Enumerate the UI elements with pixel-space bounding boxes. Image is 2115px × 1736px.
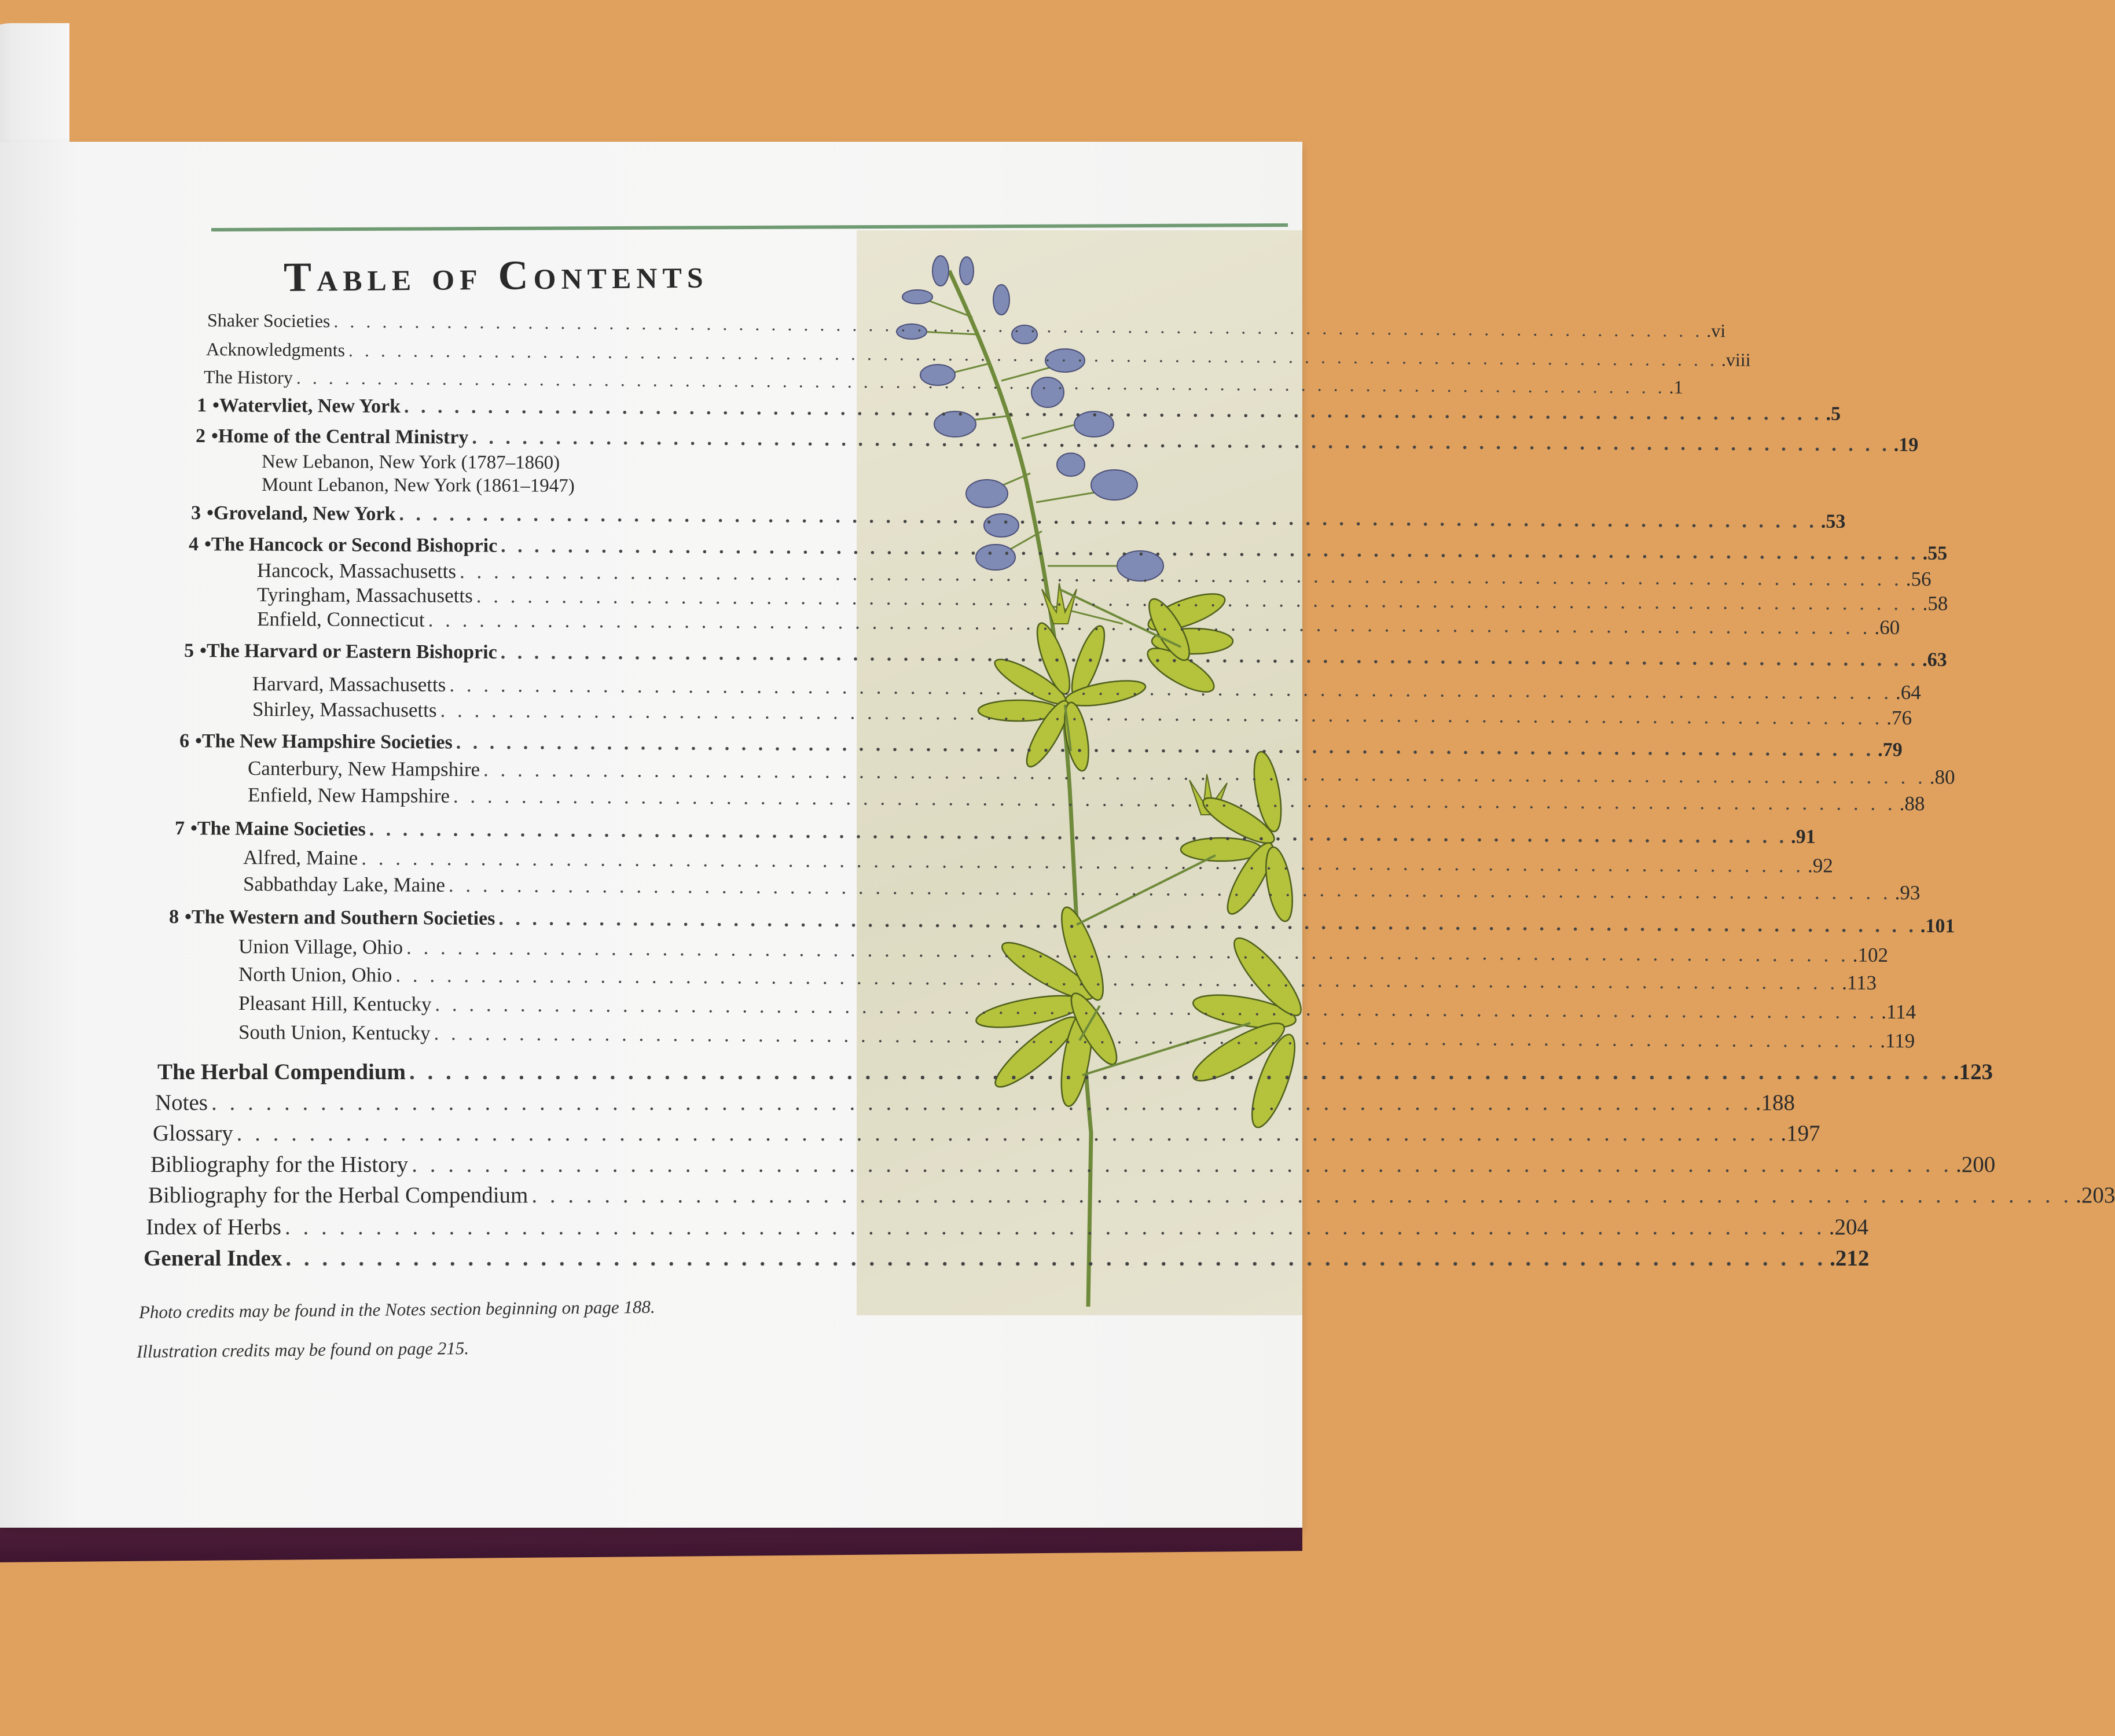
chapter-number: 2	[195, 425, 206, 447]
dot-leader: . . . . . . . . . . . . . . . . . . . . . . . . . . . . . . . . . . . . . . . . . . . . . . . . . . . . . . . . . . . . . . . . . . . . . . . . . . . . . . . . . . . . .	[284, 1215, 1826, 1240]
toc-entry-back-matter	[155, 1090, 1795, 1117]
entry-title: Notes	[155, 1090, 208, 1115]
toc-entry-back-matter	[146, 1214, 1868, 1242]
chapter-number: 8	[168, 906, 179, 928]
toc-entry-society	[243, 873, 1921, 904]
page-number: .vi	[1706, 320, 1726, 341]
dot-leader: . . . . . . . . . . . . . . . . . . . . . . . . . . . . . . . . . . . . . . . . . . . . . . . . . . . . . . . . . . . . . . . . . . . . . . . . . . . . . . . . . . . . .	[448, 873, 1892, 904]
bullet-separator: •	[199, 640, 207, 662]
page-number: .113	[1842, 971, 1877, 994]
entry-title: Home of the Central Ministry	[218, 425, 469, 448]
entry-title: Watervliet, New York	[219, 395, 401, 417]
page-number: .204	[1828, 1215, 1868, 1240]
illustration-credits-note: Illustration credits may be found on page 215.	[136, 1337, 469, 1362]
dot-leader: . . . . . . . . . . . . . . . . . . . . . . . . . . . . . . . . . . . . . . . . . . . . . . . . . . . . . . . . . . . . . . . . . . . . . . . . . . . . . . . . . . . . .	[395, 963, 1839, 994]
entry-title: South Union, Kentucky	[238, 1021, 431, 1044]
page-number: .212	[1830, 1246, 1870, 1271]
entry-title: The Harvard or Eastern Bishopric	[206, 640, 497, 663]
chapter-number: 7	[174, 818, 185, 840]
entry-title: Shaker Societies	[207, 310, 331, 332]
toc-entry-chapter-8	[168, 906, 1955, 938]
entry-title: Groveland, New York	[213, 502, 396, 525]
toc-entry-back-matter	[153, 1120, 1820, 1148]
dot-leader: . . . . . . . . . . . . . . . . . . . . . . . . . . . . . . . . . . . . . . . . . . . . . . . . . . . . . . . . . . . . . . . . . . . . . . . . . . . . . . . . . . . . .	[296, 367, 1666, 398]
page-number: .80	[1929, 766, 1955, 789]
entry-title: Glossary	[153, 1121, 233, 1146]
toc-entry-back-matter	[144, 1245, 1870, 1273]
dot-leader: . . . . . . . . . . . . . . . . . . . . . . . . . . . . . . . . . . . . . . . . . . . . . . . . . . . . . . . . . . . . . . . . . . . . . . . . . . . . . . . . . . . . .	[428, 608, 1871, 639]
toc-entry-front-matter	[203, 366, 1683, 399]
dot-leader: . . . . . . . . . . . . . . . . . . . . . . . . . . . . . . . . . . . . . . . . . . . . . . . . . . . . . . . . . . . . . . . . . . . . . . . . . . . . . . . . . . . . .	[459, 560, 1903, 590]
page-number: .19	[1893, 434, 1919, 456]
toc-entry-society	[247, 784, 1925, 815]
page-number: .93	[1894, 881, 1921, 904]
toc-entry-society	[256, 608, 1900, 639]
entry-title: Hancock, Massachusetts	[256, 559, 457, 583]
entry-title: The Hancock or Second Bishopric	[211, 534, 498, 557]
entry-title: Bibliography for the Herbal Compendium	[148, 1183, 528, 1208]
entry-title: Tyringham, Massachusetts	[256, 583, 473, 607]
chapter-number: 3	[190, 502, 201, 524]
entry-title: Pleasant Hill, Kentucky	[238, 992, 432, 1016]
toc-entry-chapter-5	[183, 640, 1947, 671]
page-number: .64	[1895, 681, 1921, 704]
dot-leader: . . . . . . . . . . . . . . . . . . . . . . . . . . . . . . . . . . . . . . . . . . . . . . . . . . . . . . . . . . . . . . . . . . . . . . . . . . . . . . . . . . . . .	[500, 641, 1919, 671]
page-number: .102	[1852, 943, 1889, 966]
page-number: .203	[2076, 1183, 2115, 1208]
toc-entry-chapter-3	[190, 502, 1846, 534]
page-number: .119	[1880, 1029, 1915, 1053]
dot-leader: . . . . . . . . . . . . . . . . . . . . . . . . . . . . . . . . . . . . . . . . . . . . . . . . . . . . . . . . . . . . . . . . . . . . . . . . . . . . . . . . . . . . .	[399, 503, 1817, 532]
toc-entry-society	[238, 963, 1877, 994]
toc-entry-back-matter	[157, 1059, 1993, 1087]
entry-title: Union Village, Ohio	[238, 935, 403, 959]
bullet-separator: •	[211, 425, 219, 447]
page-number: .92	[1807, 854, 1833, 877]
dot-leader: . . . . . . . . . . . . . . . . . . . . . . . . . . . . . . . . . . . . . . . . . . . . . . . . . . . . . . . . . . . . . . . . . . . . . . . . . . . . . . . . . . . . .	[285, 1246, 1827, 1271]
bullet-separator: •	[204, 534, 212, 556]
page-number: .200	[1955, 1152, 1996, 1177]
page-number: .56	[1905, 567, 1932, 591]
entry-title: Enfield, New Hampshire	[247, 784, 450, 807]
dot-leader: . . . . . . . . . . . . . . . . . . . . . . . . . . . . . . . . . . . . . . . . . . . . . . . . . . . . . . . . . . . . . . . . . . . . . . . . . . . . . . . . . . . . .	[498, 907, 1918, 937]
chapter-number: 5	[183, 640, 194, 662]
dot-leader: . . . . . . . . . . . . . . . . . . . . . . . . . . . . . . . . . . . . . . . . . . . . . . . . . . . . . . . . . . . . . . . . . . . . . . . . . . . . . . . . . . . . .	[440, 698, 1883, 729]
chapter-subtitle: New Lebanon, New York (1787–1860)	[261, 451, 560, 473]
entry-title: Shirley, Massachusetts	[252, 698, 437, 722]
dot-leader: . . . . . . . . . . . . . . . . . . . . . . . . . . . . . . . . . . . . . . . . . . . . . . . . . . . . . . . . . . . . . . . . . . . . . . . . . . . . . . . . . . . . .	[333, 310, 1703, 341]
dot-leader: . . . . . . . . . . . . . . . . . . . . . . . . . . . . . . . . . . . . . . . . . . . . . . . . . . . . . . . . . . . . . . . . . . . . . . . . . . . . . . . . . . . . .	[501, 535, 1919, 564]
page-number: .55	[1922, 542, 1948, 564]
page-number: .60	[1874, 616, 1900, 639]
page-number: .79	[1878, 739, 1903, 761]
chapter-subtitle: Mount Lebanon, New York (1861–1947)	[261, 475, 575, 496]
dot-leader: . . . . . . . . . . . . . . . . . . . . . . . . . . . . . . . . . . . . . . . . . . . . . . . . . . . . . . . . . . . . . . . . . . . . . . . . . . . . . . . . . . . . .	[348, 339, 1719, 370]
entry-title: Alfred, Maine	[243, 846, 358, 870]
entry-title: The Maine Societies	[197, 818, 366, 840]
entry-title: Bibliography for the History	[150, 1152, 409, 1177]
entry-title: Acknowledgments	[205, 339, 346, 361]
dot-leader: . . . . . . . . . . . . . . . . . . . . . . . . . . . . . . . . . . . . . . . . . . . . . . . . . . . . . . . . . . . . . . . . . . . . . . . . . . . . . . . . . . . . .	[369, 818, 1788, 848]
entry-title: The New Hampshire Societies	[201, 730, 453, 753]
page-number: .188	[1755, 1090, 1795, 1115]
photo-credits-note: Photo credits may be found in the Notes section beginning on page 188.	[138, 1296, 655, 1322]
bullet-separator: •	[212, 395, 220, 417]
toc-entry-chapter-1	[196, 395, 1841, 426]
toc-entry-society	[238, 1021, 1915, 1053]
page-number: .88	[1899, 792, 1925, 815]
toc-entry-society	[238, 992, 1916, 1024]
dot-leader: . . . . . . . . . . . . . . . . . . . . . . . . . . . . . . . . . . . . . . . . . . . . . . . . . . . . . . . . . . . . . . . . . . . . . . . . . . . . . . . . . . . . .	[476, 584, 1919, 615]
entry-title: North Union, Ohio	[238, 963, 392, 987]
entry-title: Harvard, Massachusetts	[252, 672, 446, 696]
page-number: .1	[1669, 376, 1683, 398]
dot-leader: . . . . . . . . . . . . . . . . . . . . . . . . . . . . . . . . . . . . . . . . . . . . . . . . . . . . . . . . . . . . . . . . . . . . . . . . . . . . . . . . . . . . .	[453, 784, 1896, 815]
page-number: .5	[1826, 403, 1841, 425]
page-number: .101	[1920, 915, 1955, 937]
page-number: .123	[1953, 1060, 1993, 1084]
chapter-number: 6	[179, 730, 190, 752]
entry-title: Canterbury, New Hampshire	[247, 757, 480, 781]
dot-leader: . . . . . . . . . . . . . . . . . . . . . . . . . . . . . . . . . . . . . . . . . . . . . . . . . . . . . . . . . . . . . . . . . . . . . . . . . . . . . . . . . . . . .	[472, 426, 1890, 456]
bullet-separator: •	[184, 906, 192, 928]
toc-entry-back-matter	[150, 1152, 1996, 1179]
toc-entry-society	[252, 698, 1912, 730]
dot-leader: . . . . . . . . . . . . . . . . . . . . . . . . . . . . . . . . . . . . . . . . . . . . . . . . . . . . . . . . . . . . . . . . . . . . . . . . . . . . . . . . . . . . .	[406, 936, 1849, 966]
toc-entry-chapter-7	[174, 818, 1816, 849]
bullet-separator: •	[190, 818, 198, 840]
dot-leader: . . . . . . . . . . . . . . . . . . . . . . . . . . . . . . . . . . . . . . . . . . . . . . . . . . . . . . . . . . . . . . . . . . . . . . . . . . . . . . . . . . . . .	[449, 673, 1893, 704]
entry-title: The Herbal Compendium	[157, 1060, 406, 1084]
page-number: .viii	[1721, 349, 1751, 370]
dot-leader: . . . . . . . . . . . . . . . . . . . . . . . . . . . . . . . . . . . . . . . . . . . . . . . . . . . . . . . . . . . . . . . . . . . . . . . . . . . . . . . . . . . . .	[434, 1021, 1877, 1052]
dot-leader: . . . . . . . . . . . . . . . . . . . . . . . . . . . . . . . . . . . . . . . . . . . . . . . . . . . . . . . . . . . . . . . . . . . . . . . . . . . . . . . . . . . . .	[361, 847, 1805, 877]
toc-heading: Table of Contents	[283, 250, 708, 300]
dot-leader: . . . . . . . . . . . . . . . . . . . . . . . . . . . . . . . . . . . . . . . . . . . . . . . . . . . . . . . . . . . . . . . . . . . . . . . . . . . . . . . . . . . . .	[483, 758, 1926, 789]
page-number: .91	[1791, 826, 1816, 848]
dot-leader: . . . . . . . . . . . . . . . . . . . . . . . . . . . . . . . . . . . . . . . . . . . . . . . . . . . . . . . . . . . . . . . . . . . . . . . . . . . . . . . . . . . . .	[211, 1090, 1752, 1115]
entry-title: Sabbathday Lake, Maine	[243, 873, 446, 896]
entry-title: Index of Herbs	[146, 1215, 281, 1240]
page-number: .58	[1922, 592, 1948, 615]
page-number: .63	[1922, 649, 1947, 671]
toc-entry-society	[238, 935, 1889, 966]
page-number: .114	[1881, 1000, 1916, 1024]
entry-title: Enfield, Connecticut	[256, 608, 425, 631]
bullet-separator: •	[194, 730, 203, 752]
page-number: .197	[1780, 1121, 1820, 1146]
entry-title: General Index	[144, 1246, 282, 1271]
toc-entry-front-matter	[205, 339, 1751, 371]
dot-leader: . . . . . . . . . . . . . . . . . . . . . . . . . . . . . . . . . . . . . . . . . . . . . . . . . . . . . . . . . . . . . . . . . . . . . . . . . . . . . . . . . . . . .	[236, 1121, 1778, 1146]
entry-title: The History	[203, 366, 293, 388]
toc-entry-back-matter	[148, 1182, 2115, 1210]
page-number: .76	[1886, 706, 1912, 730]
chapter-number: 1	[196, 395, 207, 417]
dot-leader: . . . . . . . . . . . . . . . . . . . . . . . . . . . . . . . . . . . . . . . . . . . . . . . . . . . . . . . . . . . . . . . . . . . . . . . . . . . . . . . . . . . . .	[531, 1183, 2073, 1208]
bullet-separator: •	[206, 502, 214, 524]
dot-leader: . . . . . . . . . . . . . . . . . . . . . . . . . . . . . . . . . . . . . . . . . . . . . . . . . . . . . . . . . . . . . . . . . . . . . . . . . . . . . . . . . . . . .	[412, 1152, 1952, 1177]
toc-entry-society	[243, 846, 1833, 877]
dot-leader: . . . . . . . . . . . . . . . . . . . . . . . . . . . . . . . . . . . . . . . . . . . . . . . . . . . . . . . . . . . . . . . . . . . . . . . . . . . . . . . . . . . . .	[403, 395, 1823, 425]
chapter-number: 4	[188, 534, 199, 556]
dot-leader: . . . . . . . . . . . . . . . . . . . . . . . . . . . . . . . . . . . . . . . . . . . . . . . . . . . . . . . . . . . . . . . . . . . . . . . . . . . . . . . . . . . . .	[435, 992, 1878, 1023]
dot-leader: . . . . . . . . . . . . . . . . . . . . . . . . . . . . . . . . . . . . . . . . . . . . . . . . . . . . . . . . . . . . . . . . . . . . . . . . . . . . . . . . . . . . .	[456, 731, 1875, 761]
entry-title: The Western and Southern Societies	[191, 906, 495, 929]
page-number: .53	[1820, 510, 1846, 532]
toc-entry-front-matter	[207, 310, 1726, 342]
toc-entry-society	[247, 757, 1955, 789]
dot-leader: . . . . . . . . . . . . . . . . . . . . . . . . . . . . . . . . . . . . . . . . . . . . . . . . . . . . . . . . . . . . . . . . . . . . . . . . . . . . . . . . . . . . .	[409, 1060, 1950, 1084]
